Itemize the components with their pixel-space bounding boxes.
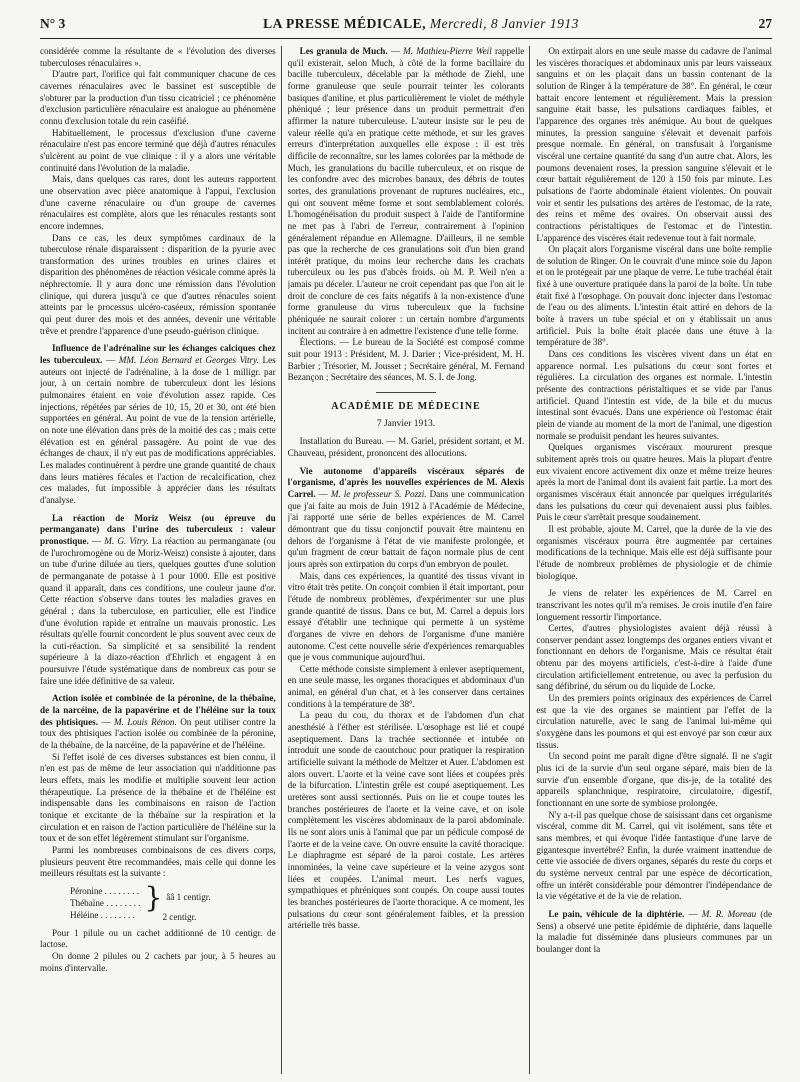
page-header: [40, 16, 772, 39]
paragraph: Mais, dans ces expériences, la quantité des tissus vivant in vitro était très petite. On conçoit combien il était important, pour l'étude de nombreux problèmes, d'expérimenter sur une plus grande quantité de tissus. Dans ce but, M. Carrel a depuis lors essayé d'établir une technique qui permette à un système d'organes de vivre en dehors de l'organisme d'une manière autonome. C'est cette nouvelle série d'expériences remarquables que je vous communique aujourd'hui.: [287, 570, 525, 663]
column-divider: [276, 46, 288, 1074]
formula-dose: 2 centigr.: [162, 911, 197, 922]
article-body: Dans une communication que j'ai faite au mois de Juin 1912 à l'Académie de Médecine, j'ai rapporté une série de belles expériences de M. Carrel démontrant que du tissu conjonctif pouvait être maintenu en dehors de l'organisme à l'état de vie manifeste prolongée, et qu'un fragment de cœur battait de façon normale plus de cent jours après son extirpation du corps d'un embryon de poulet.: [287, 488, 525, 569]
article-authors: M. Mathieu-Pierre Weil: [403, 46, 492, 56]
article-authors: M. Louis Rénon.: [114, 716, 177, 727]
column-divider: [524, 46, 536, 1074]
journal-title: LA PRESSE MÉDICALE,: [263, 16, 427, 31]
formula-dose: ââ 1 centigr.: [166, 892, 211, 903]
paragraph: N'y a-t-il pas quelque chose de saisissant dans cet organisme viscéral, comme dit M. Carrel, qui vit isolément, sans tête et sans membres, et qui évoque l'idée fantastique d'une larve de gigantesque invertébré? Enfin, la durée vraiment inattendue de cette vie associée de divers organes, séparés du reste du corps et du système nerveux central par une espèce de décortication, offre un intérêt considérable pour démontrer l'indépendance de la vie végétative et de la vie de relation.: [536, 809, 772, 902]
paragraph: On extirpait alors en une seule masse du cadavre de l'animal les viscères thoraciques et abdominaux unis par leurs vaisseaux sanguins et on les plaçait dans un bassin contenant de la solution de Ringer à la température de 38°. En général, le cœur battait encore lentement et régulièrement. Mais la pression sanguine était basse, les pulsations cardiaques faibles, et l'apparence des organes très anémique. Au bout de quelques minutes, la pression sanguine s'élevait et devenait parfois presque normale. En général, on transfusait à l'organisme viscéral une certaine quantité du sang d'un autre chat. Alors, les poumons devenaient roses, la pression sanguine s'élevait et le cœur battait régulièrement de 120 à 150 fois par minute. Les pulsations de l'aorte abdominale étaient violentes. On pouvait voir et sentir les pulsations des artères de l'estomac, de la rate, des reins et même des ovaires. On observait aussi des contractions péristaltiques de l'estomac et de l'intestin. L'apparence des viscères était redevenue tout à fait normale.: [536, 46, 772, 243]
article-body: Les auteurs ont injecté de l'adrénaline, à la dose de 1 milligr. par jour, à un certain nombre de tuberculeux dont les lésions pulmonaires étaient en voie d'évolution assez rapide. Ces injections, répétées par séries de 10, 15, 20 et 30, ont été bien supportées en général. Au point de vue de la tension artérielle, on note une élévation dans près de la moitié des cas ; mais cette élévation est en général passagère. Au point de vue des échanges de chaux, il n'y eut pas de modifications appréciables. Les malades continuèrent à perdre une grande quantité de chaux dans leurs matières fécales et l'action de recalcification, chez ces malades, fut impossible à apprécier dans les résultats d'analyse.: [40, 355, 276, 505]
article-carrel: Vie autonome d'appareils viscéraux séparés de l'organisme, d'après les nouvelles expériences de M. Alexis Carrel. — M. le professeur S. Pozzi. Dans une communication que j'ai faite au mois de Juin 1912 à l'Académie de Médecine, j'ai rapporté une série de belles expériences de M. Carrel démontrant que du tissu conjonctif pouvait être maintenu en dehors de l'organisme à l'état de vie manifeste prolongée, et qu'un fragment de cœur battait de façon normale plus de cent jours après son extirpation du corps d'un embryon de poulet.: [287, 465, 525, 569]
paragraph: Dans ce cas, les deux symptômes cardinaux de la tuberculose rénale disparaissent : disparition de la pyurie avec transformation des urines troubles en urines claires et disparition des phénomènes de réaction vésicale comme après la néphrectomie. Il y aura donc une rémission dans l'évolution clinique, qui durera jusqu'à ce que d'autres rénacules soient atteints par le processus ulcéro-caséeux, rémission spontanée qui peut durer des mois et des années, devenir une véritable trêve et prendre l'apparence d'une pseudo-guérison clinique.: [40, 232, 276, 336]
article-body: On peut utiliser contre la toux des phtisiques l'action isolée ou combinée de la péronine, de la thébaïne, de la narcéine, de la papavérine et de l'héléine.: [40, 716, 276, 751]
paragraph: On plaçait alors l'organisme viscéral dans une boîte remplie de solution de Ringer. On le couvrait d'une mince soie du Japon et on le protégeait par une plaque de verre. Le tube trachéal était fixé à une ouverture pratiquée dans la paroi de la boîte. Un tube était fixé à l'œsophage. On pouvait donc injecter dans l'estomac de l'eau ou des aliments. L'intestin était attiré en dehors de la boîte à travers un tube spécial et on y établissait un anus artificiel. Puis la boîte était placée dans une étuve à la température de 38°.: [536, 244, 772, 348]
article-adrenaline: Influence de l'adrénaline sur les échanges calciques chez les tuberculeux. — MM. Léon Bernard et Georges Vitry. Les auteurs ont injecté de l'adrénaline, à la dose de 1 milligr. par jour, à un certain nombre de tuberculeux dont les lésions pulmonaires étaient en voie d'évolution assez rapide. Ces injections, répétées par séries de 10, 15, 20 et 30, ont été bien supportées en général. Au point de vue de la tension artérielle, on note une élévation dans près de la moitié des cas ; mais cette élévation est en général passagère. Au point de vue des échanges de chaux, il n'y eut pas de modifications appréciables. Les malades continuèrent à perdre une grande quantité de chaux dans leurs matières fécales et l'action de recalcification, chez ces malades, fut impossible à apprécier dans les résultats d'analyse.: [40, 343, 276, 505]
paragraph-elections: Élections. — Le bureau de la Société est composé comme suit pour 1913 : Président, M. J. Darier ; Vice-président, M. H. Barbier ; Trésorier, M. Jousset ; Secrétaire général, M. Fernand Bezançon ; Secrétaire des séances, M. S. I. de Jong.: [287, 337, 525, 383]
formula-ingredient: Thébaïne . . . . . . . .: [70, 897, 141, 908]
formula-doses: [140, 880, 211, 924]
paragraph: considérée comme la résultante de « l'évolution des diverses tuberculoses rénaculaires ».: [40, 46, 276, 68]
article-title: La réaction de Moriz Weisz (ou épreuve du permanganate) dans l'urine des tuberculeux : valeur pronostique.: [40, 512, 276, 546]
article-moriz-weisz: La réaction de Moriz Weisz (ou épreuve du permanganate) dans l'urine des tuberculeux : valeur pronostique. — M. G. Vitry. La réaction au permanganate (ou de l'urochromogène ou de Moriz-Weisz) consiste à ajouter, dans un tube d'urine diluée au tiers, quelques gouttes d'une solution de permanganate de potasse à 1 pour 1000. Elle est positive quand il apparaît, dans ces conditions, une couleur jaune d'or. Cette réaction s'observe dans toutes les maladies graves en général ; dans la tuberculose, en particulier, elle est l'indice d'une évolution rapide et entraîne un mauvais pronostic. Les résultats qu'elle fournit concordent le plus souvent avec ceux de la cuti-réaction. Sa simplicité et sa sensibilité la rendent supérieure à la diazo-réaction d'Ehrlich et engagent à en poursuivre l'étude systématique dans de nombreux cas pour se faire une idée définitive de sa valeur.: [40, 512, 276, 686]
section-title: ACADÉMIE DE MÉDECINE: [331, 401, 481, 413]
column-3: [536, 46, 772, 1074]
section-date: 7 Janvier 1913.: [376, 418, 436, 429]
paragraph: Un des premiers points originaux des expériences de Carrel est que la vie des organes se maintient par l'effet de la circulation naturelle, avec le sang de l'animal lui-même qui s'oxygène dans les poumons et qui est envoyé par son cœur aux tissus.: [536, 693, 772, 750]
paragraph: La peau du cou, du thorax et de l'abdomen d'un chat anesthésié à l'éther est stérilisée. L'œsophage est lié et coupé aseptiquement. Dans la trachée sectionnée et intubée on introduit une sonde de caoutchouc pour pratiquer la respiration artificielle suivant la méthode de Meltzer et Auer. L'abdomen est alors ouvert. L'aorte et la veine cave sont liées et coupées près de la bifurcation. L'intestin grêle est coupé aseptiquement. Les uretères sont aussi sectionnés. Puis on lie et coupe toutes les branches postérieures de l'aorte et la veine cave, et on isole complètement les viscères abdominaux de la paroi abdominale. Ils ne sont alors unis à l'animal que par un pédicule composé de l'aorte et de la veine cave. On ouvre ensuite la cavité thoracique. Le diaphragme est séparé de la paroi costale. Les artères innominées, la veine cave supérieure et la veine azygos sont liées et coupées. L'animal meurt. Les nerfs vagues, sympathiques et phréniques sont coupés. On coupe aussi toutes les branches postérieures de l'aorte thoracique. A ce moment, les pulsations du cœur sont généralement faibles, et la pression artérielle très basse.: [287, 710, 525, 931]
paragraph: Mais, dans quelques cas rares, dont les auteurs rapportent une observation avec pièce anatomique à l'appui, l'exclusion d'une caverne rénaculaire ou d'un groupe de cavernes rénaculaires est complète, alors que les rénacules restants sont encore indemnes.: [40, 174, 276, 231]
paragraph: Cette méthode consiste simplement à enlever aseptiquement, en une seule masse, les organes thoraciques et abdominaux d'un animal, en général d'un chat, et à les conserver dans certaines conditions à la température de 38°.: [287, 663, 525, 709]
formula-ingredients: [70, 886, 140, 921]
paragraph-installation: Installation du Bureau. — M. Gariel, président sortant, et M. Chauveau, président, prononcent des allocutions.: [287, 436, 525, 458]
paragraph: Je viens de relater les expériences de M. Carrel en transcrivant les notes qu'il m'a remises. Je crois inutile d'en faire longuement ressortir l'importance.: [536, 588, 772, 622]
paragraph: Un second point me paraît digne d'être signalé. Il ne s'agit plus ici de la survie d'un seul organe séparé, mais bien de la survie d'un ensemble d'organe, que dis-je, de la totalité des appareils splanchnique, respiratoire, circulatoire, digestif, fonctionnant en une sorte de symbiose prolongée.: [536, 751, 772, 808]
paragraph: Pour 1 pilule ou un cachet additionné de 10 centigr. de lactose.: [40, 927, 276, 950]
prescription-formula: [70, 880, 276, 924]
columns: [40, 46, 772, 1074]
section-rule: [376, 392, 436, 393]
article-authors: MM. Léon Bernard et Georges Vitry.: [118, 355, 259, 366]
article-body: (de Sens) a observé une petite épidémie de diphtérie, dans laquelle la maladie fut disséminée dans plusieurs communes par un boulanger dont la: [536, 908, 772, 954]
article-much: Les granula de Much. — M. Mathieu-Pierre Weil rappelle qu'il existerait, selon Much, à côté de la forme bacillaire du bacille tuberculeux, décelable par la méthode de Ziehl, une forme granuleuse que seule pourrait teinter les colorants basiques d'aniline, et plus particulièrement le violet de méthyle phéniqué ; leur présence dans un produit permettrait d'en affirmer la nature tuberculeuse. L'auteur insiste sur le peu de valeur réelle qu'a en pratique cette méthode, et sur les graves erreurs d'interprétation auxquelles elle expose : il est très difficile de reconnaître, sur les lames colorées par la méthode de Much, les granulations du bacille tuberculeux, et on risque de les confondre avec des microbes banaux, des débris de toutes sortes, des granulations provenant de ruptures nucléaires, etc., qui ont souvent même forme et sont semblablement colorés. L'homogénéisation du produit suspect à l'aide de l'antiformine ne met pas à l'abri de l'erreur, contrairement à l'opinion généralement répandue en Allemagne. D'ailleurs, il ne semble pas que la recherche de ces granulations soit d'un bien grand intérêt pratique, du moins leur recherche dans les crachats tuberculeux ou les pus d'abcès froids. où M. P. Weil n'en a jamais pu déceler. L'auteur ne croit cependant pas que l'on ait le droit de conclure de ces faits négatifs à la non-existence d'une forme granuleuse du virus tuberculeux que la fuchsine phéniquée ne saurait colorer : un certain nombre d'arguments incitent au contraire à en admettre l'existence d'une telle forme.: [287, 46, 525, 336]
article-title: Influence de l'adrénaline sur les échanges calciques chez les tuberculeux.: [40, 343, 276, 366]
column-2: [288, 46, 525, 1074]
article-title: Action isolée et combinée de la péronine, de la thébaïne, de la narcéine, de la papavérine et de l'héléine sur la toux des phtisiques.: [40, 693, 276, 727]
brace-symbol: }: [144, 880, 163, 914]
article-diphtherie: Le pain, véhicule de la diphtérie. — M. R. Moreau (de Sens) a observé une petite épidémie de diphtérie, dans laquelle la maladie fut disséminée dans plusieurs communes par un boulanger dont la: [536, 908, 772, 954]
paragraph: Il est probable, ajoute M. Carrel, que la durée de la vie des organismes viscéraux pourra être augmentée par certaines modifications de la technique. Mais elle est déjà suffisante pour l'étude de nombreux problèmes de physiologie et de chimie biologique.: [536, 523, 772, 581]
journal-title-line: [130, 16, 712, 32]
article-body: La réaction au permanganate (ou de l'urochromogène ou de Moriz-Weisz) consiste à ajouter, dans un tube d'urine diluée au tiers, quelques gouttes d'une solution de permanganate de potasse à 1 pour 1000. Elle est positive quand il apparaît, dans ces conditions, une couleur jaune d'or. Cette réaction s'observe dans toutes les maladies graves en général ; dans la tuberculose, en particulier, elle est l'indice d'une évolution rapide et entraîne un mauvais pronostic. Les résultats qu'elle fournit concordent le plus souvent avec ceux de la cuti-réaction. Sa simplicité et sa sensibilité la rendent supérieure à la diazo-réaction d'Ehrlich et engagent à en poursuivre l'étude systématique dans de nombreux cas pour se faire une idée définitive de sa valeur.: [40, 535, 276, 686]
paragraph: Si l'effet isolé de ces diverses substances est bien connu, il n'en est pas de même de leur association qui n'additionne pas leurs effets, mais les modifie et multiplie souvent leur action thérapeutique. La présence de la thébaïne et de l'héléine est indispensable dans les combinaisons en raison de l'action tonique et excitante de la thébaïne sur la respiration et la circulation et en raison de l'action particulière de l'héléine sur la toux et de son effet légèrement stimulant sur l'organisme.: [40, 751, 276, 844]
paragraph: On donne 2 pilules ou 2 cachets par jour, à 5 heures au moins d'intervalle.: [40, 950, 276, 973]
formula-ingredient: Héléine . . . . . . . .: [70, 909, 135, 920]
article-body: rappelle qu'il existerait, selon Much, à côté de la forme bacillaire du bacille tuberculeux, décelable par la méthode de Ziehl, une forme granuleuse que seule pourrait teinter les colorants basiques d'aniline, et plus particulièrement le violet de méthyle phéniqué ; leur présence dans un produit permettrait d'en affirmer la nature tuberculeuse. L'auteur insiste sur le peu de valeur réelle qu'a en pratique cette méthode, et sur les graves erreurs d'interprétation auxquelles elle expose : il est très difficile de reconnaître, sur les lames colorées par la méthode de Much, les granulations du bacille tuberculeux, et on risque de les confondre avec des microbes banaux, des débris de toutes sortes, des granulations provenant de ruptures nucléaires, etc., qui ont souvent même forme et sont semblablement colorés. L'homogénéisation du produit suspect à l'aide de l'antiformine ne met pas à l'abri de l'erreur, contrairement à l'opinion généralement répandue en Allemagne. D'ailleurs, il ne semble pas que la recherche de ces granulations soit d'un bien grand intérêt pratique, du moins leur recherche dans les crachats tuberculeux ou les pus d'abcès froids. où M. P. Weil n'en a jamais pu déceler. L'auteur ne croit cependant pas que l'on ait le droit de conclure de ces faits négatifs à la non-existence d'une forme granuleuse du virus tuberculeux que la fuchsine phéniquée ne saurait colorer : un certain nombre d'arguments incitent au contraire à en admettre l'existence d'une telle forme.: [287, 46, 525, 336]
article-authors: M. le professeur S. Pozzi.: [330, 488, 427, 499]
paragraph: Habituellement, le processus d'exclusion d'une caverne rénaculaire n'est pas encore terminé que déjà d'autres rénacules s'ulcèrent au point de vue clinique : il y a alors une véritable continuité dans l'évolution de la maladie.: [40, 127, 276, 173]
formula-ingredient: Péronine . . . . . . . .: [70, 886, 139, 897]
issue-date: Mercredi, 8 Janvier 1913: [429, 16, 579, 31]
paragraph: Parmi les nombreuses combinaisons de ces divers corps, plusieurs peuvent être recommandées, mais celle qui donne les meilleurs résultats est la suivante :: [40, 844, 276, 879]
paragraph: Quelques organismes viscéraux moururent presque subitement après trois ou quatre heures. Mais la plupart d'entre eux vivaient encore activement dix onze et même treize heures après la mort de l'animal dont ils avaient fait partie. La mort des organismes viscéraux était annoncée par quelques irrégularités dans les pulsations du cœur qui devenaient aussi plus faibles. Puis le cœur s'arrêtait presque soudainement.: [536, 442, 772, 523]
article-authors: M. R. Moreau: [701, 908, 757, 919]
article-title: Les granula de Much.: [299, 46, 388, 56]
column-1: [40, 46, 276, 1074]
article-peronine: Action isolée et combinée de la péronine, de la thébaïne, de la narcéine, de la papavérine et de l'héléine sur la toux des phtisiques. — M. Louis Rénon. On peut utiliser contre la toux des phtisiques l'action isolée ou combinée de la péronine, de la thébaïne, de la narcéine, de la papavérine et de l'héléine.: [40, 693, 276, 751]
paragraph: Certes, d'autres physiologistes avaient déjà réussi à conserver pendant assez longtemps des organes entiers vivant et fonctionnant en dehors de l'organisme. Mais ce résultat était obtenu par des moyens artificiels, c'est-à-dire à l'aide d'une circulation artificiellement entretenue, ou avec la perfusion du sang défibriné, du sérum ou du liquide de Locke.: [536, 623, 772, 692]
issue-number: N° 3: [40, 16, 66, 31]
article-authors: M. G. Vitry.: [104, 535, 149, 546]
article-title: Le pain, véhicule de la diphtérie.: [548, 908, 685, 919]
paragraph: Dans ces conditions les viscères vivent dans un état en apparence normal. Les pulsations du cœur sont fortes et régulières. La circulation des organes est normale. L'intestin présente des contractions péristaltiques et se vide par l'anus artificiel. Quand l'intestin est vide, de la bile et du mucus intestinal sont évacués. Dans une expérience où l'estomac était plein de viande au moment de la mort de l'animal, une digestion normale se produisit pendant les heures suivantes.: [536, 349, 772, 441]
paragraph: D'autre part, l'orifice qui fait communiquer chacune de ces cavernes rénaculaires avec le bassinet est susceptible de s'obturer par la production d'un tissu cicatriciel ; ce phénomène d'exclusion particulière rénaculaire est analogue au phénomène connu d'exclusion totale du rein caséifié.: [40, 69, 276, 126]
page-number: 27: [758, 16, 772, 31]
article-title: Vie autonome d'appareils viscéraux séparés de l'organisme, d'après les nouvelles expériences de M. Alexis Carrel.: [287, 465, 525, 499]
